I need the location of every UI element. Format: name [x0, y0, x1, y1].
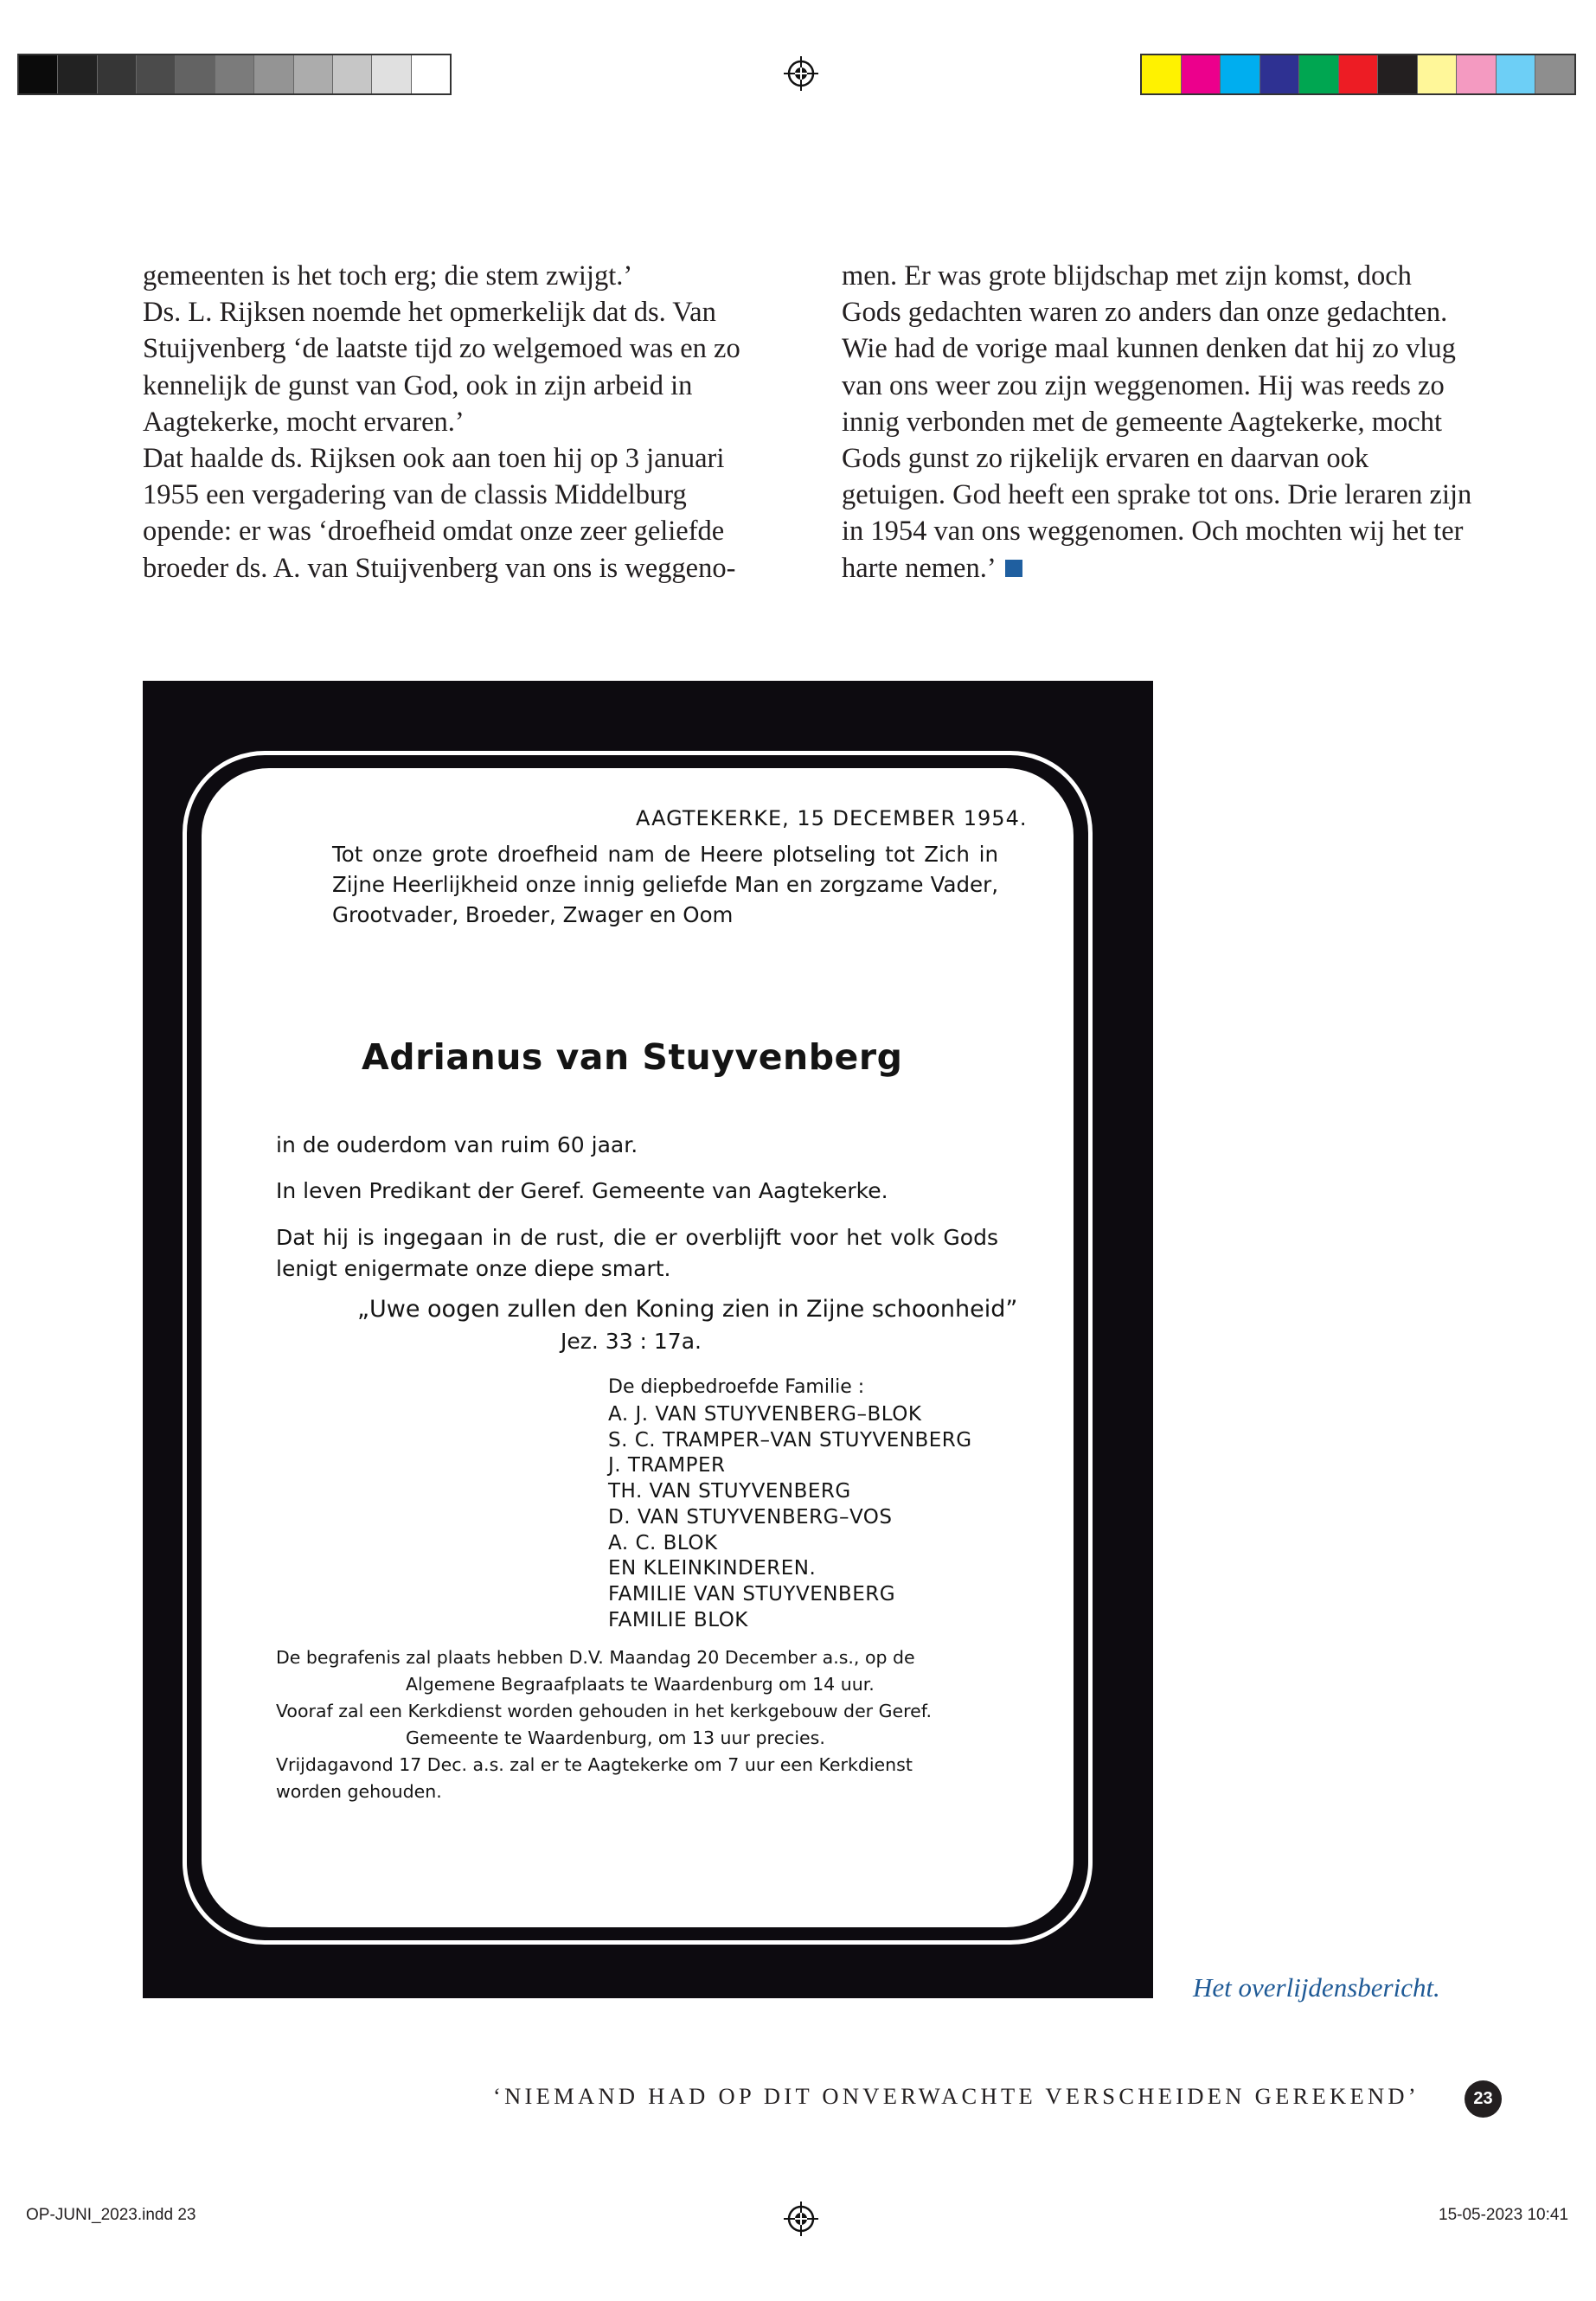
notice-bible-reference: Jez. 33 : 17a. — [561, 1329, 702, 1354]
family-heading: De diepbedroefde Familie : — [608, 1376, 865, 1398]
gray-swatch — [333, 55, 372, 93]
family-member: S. C. TRAMPER–VAN STUYVENBERG — [608, 1428, 972, 1452]
process-color-bar — [1140, 54, 1576, 95]
color-swatch — [1339, 55, 1379, 93]
running-title: ‘NIEMAND HAD OP DIT ONVERWACHTE VERSCHEIDEN GEREKEND’ — [493, 2083, 1420, 2109]
article-column-right — [842, 258, 1477, 586]
end-mark-icon — [1005, 560, 1022, 577]
friday-service-line: worden gehouden. — [276, 1781, 442, 1802]
service-line: Vooraf zal een Kerkdienst worden gehouden in het kerkgebouw der Geref. — [276, 1701, 932, 1721]
color-swatch — [1182, 55, 1221, 93]
notice-date: AAGTEKERKE, 15 DECEMBER 1954. — [636, 806, 1028, 830]
notice-age: in de ouderdom van ruim 60 jaar. — [276, 1132, 638, 1157]
slug-filename: OP-JUNI_2023.indd 23 — [26, 2206, 196, 2224]
gray-swatch — [58, 55, 97, 93]
notice-comfort-text: Dat hij is ingegaan in de rust, die er overblijft voor het volk Gods lenigt enigermate onze diepe smart. — [276, 1225, 998, 1281]
color-swatch — [1299, 55, 1339, 93]
color-swatch — [1457, 55, 1497, 93]
gray-swatch — [412, 55, 450, 93]
gray-swatch — [19, 55, 58, 93]
color-swatch — [1418, 55, 1458, 93]
image-caption: Het overlijdensbericht. — [1193, 1972, 1440, 2003]
registration-target-icon — [784, 2202, 818, 2236]
color-swatch — [1260, 55, 1300, 93]
notice-intro: Tot onze grote droefheid nam de Heere plotseling tot Zich in Zijne Heerlijkheid onze innig geliefde Man en zorgzame Vader, Grootvader, Broeder, Zwager en Oom — [332, 842, 998, 927]
color-swatch — [1221, 55, 1260, 93]
family-member: A. J. VAN STUYVENBERG–BLOK — [608, 1403, 922, 1426]
paragraph: Ds. L. Rijksen noemde het opmerkelijk dat ds. Van Stuijvenberg ‘de laatste tijd zo welgemoed was en zo kennelijk de gunst van God, ook in zijn arbeid in Aagtekerke, mocht ervaren.’ — [143, 297, 740, 438]
friday-service-line: Vrijdagavond 17 Dec. a.s. zal er te Aagtekerke om 7 uur een Kerkdienst — [276, 1754, 913, 1775]
service-line: Gemeente te Waardenburg, om 13 uur precies. — [406, 1727, 825, 1748]
slug-timestamp: 15-05-2023 10:41 — [1439, 2206, 1569, 2224]
notice-office: In leven Predikant der Geref. Gemeente van Aagtekerke. — [276, 1178, 888, 1203]
gray-swatch — [137, 55, 176, 93]
paragraph: Dat haalde ds. Rijksen ook aan toen hij op 3 januari 1955 een vergadering van de classis Middelburg opende: er was ‘droefheid omdat onze zeer geliefde broeder ds. A. van Stuijvenberg van ons is weggeno- — [143, 443, 736, 584]
funeral-line: De begrafenis zal plaats hebben D.V. Maandag 20 December a.s., op de — [276, 1647, 915, 1668]
family-member: FAMILIE BLOK — [608, 1608, 748, 1631]
gray-swatch — [294, 55, 333, 93]
gray-swatch — [254, 55, 293, 93]
page-number: 23 — [1465, 2080, 1502, 2118]
paragraph: gemeenten is het toch erg; die stem zwijgt.’ — [143, 260, 633, 292]
gray-swatch — [98, 55, 137, 93]
family-member: TH. VAN STUYVENBERG — [608, 1480, 851, 1503]
funeral-details — [276, 1644, 1001, 1805]
family-member: D. VAN STUYVENBERG–VOS — [608, 1505, 893, 1529]
grayscale-color-bar — [17, 54, 452, 95]
color-swatch — [1142, 55, 1182, 93]
family-member: J. TRAMPER — [608, 1454, 726, 1477]
gray-swatch — [176, 55, 215, 93]
deceased-name: Adrianus van Stuyvenberg — [362, 1036, 903, 1078]
notice-card — [202, 768, 1074, 1927]
family-member: FAMILIE VAN STUYVENBERG — [608, 1582, 896, 1606]
gray-swatch — [372, 55, 411, 93]
family-list — [608, 1402, 972, 1633]
notice-bible-quote: „Uwe oogen zullen den Koning zien in Zijne schoonheid” — [357, 1296, 1018, 1323]
funeral-line: Algemene Begraafplaats te Waardenburg om 14 uur. — [406, 1674, 875, 1695]
gray-swatch — [215, 55, 254, 93]
obituary-notice-image — [143, 681, 1153, 1998]
family-member: EN KLEINKINDEREN. — [608, 1557, 817, 1580]
color-swatch — [1497, 55, 1536, 93]
registration-target-icon — [784, 56, 818, 91]
paragraph: men. Er was grote blijdschap met zijn komst, doch Gods gedachten waren zo anders dan onze gedachten. Wie had de vorige maal kunnen denken dat hij zo vlug van ons weer zou zijn weggenomen. Hij was reeds zo innig verbonden met de gemeente Aagtekerke, mocht Gods gunst zo rijkelijk ervaren en daarvan ook getuigen. God heeft een sprake tot ons. Drie leraren zijn in 1954 van ons weggenomen. Och mochten wij het ter harte nemen.’ — [842, 260, 1472, 584]
family-member: A. C. BLOK — [608, 1531, 718, 1554]
article-column-left — [143, 258, 779, 586]
color-swatch — [1378, 55, 1418, 93]
color-swatch — [1535, 55, 1574, 93]
